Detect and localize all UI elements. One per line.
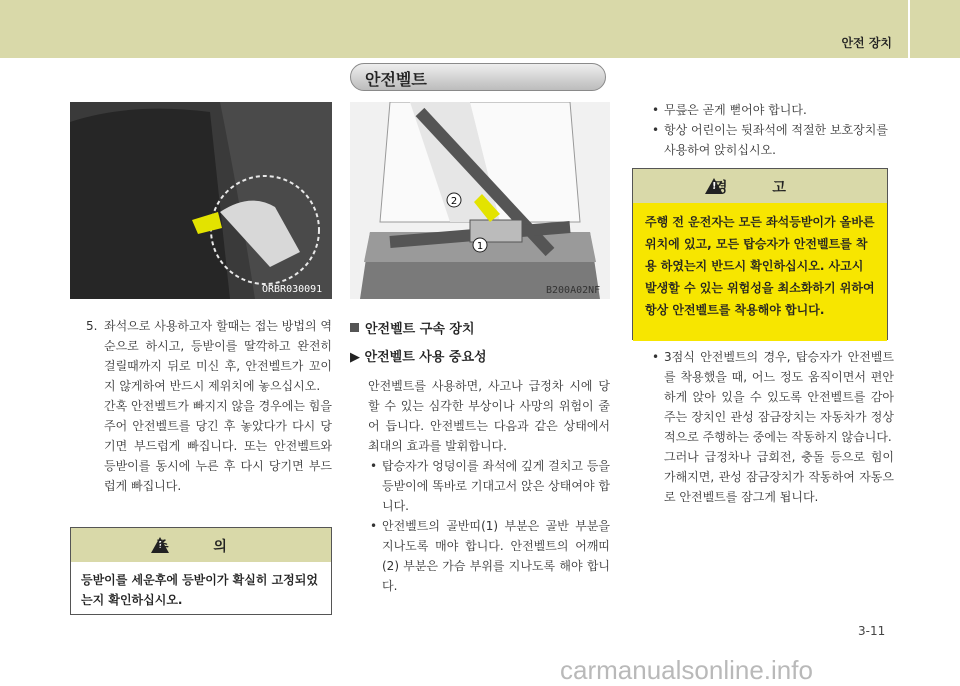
list-item: • 탑승자가 엉덩이를 좌석에 깊게 걸치고 등을 등받이에 똑바로 기대고서 앉은 상태여야 합니다. bbox=[368, 456, 610, 516]
caution-label: 주 의 bbox=[155, 539, 247, 555]
callout-2: 2 bbox=[450, 196, 458, 207]
step-number: 5. bbox=[86, 319, 98, 333]
seat-illustration bbox=[70, 102, 332, 299]
warning-box bbox=[632, 168, 888, 340]
square-bullet-icon bbox=[350, 323, 359, 332]
step-5-text-2: 간혹 안전벨트가 빠지지 않을 경우에는 힘을 주어 안전벨트를 당긴 후 놓았다가 다시 당기면 부드럽게 빠집니다. 또는 안전벨트와 등받이를 동시에 누른 후 다시 당기면 부드럽게 빠집니다. bbox=[104, 399, 332, 493]
intro-paragraph: 안전벨트를 사용하면, 사고나 급정차 시에 당할 수 있는 심각한 부상이나 사망의 위험이 줄어 듭니다. 안전벨트는 다음과 같은 상태에서 최대의 효과를 발휘합니다. bbox=[368, 379, 610, 453]
section-title-pill bbox=[350, 63, 606, 91]
seatbelt-photo bbox=[350, 102, 610, 299]
seatbelt-illustration bbox=[350, 102, 610, 299]
list-item: • 3점식 안전벨트의 경우, 탑승자가 안전벨트를 착용했을 때, 어느 정도 움직이면서 편안하게 앉아 있을 수 있도록 안전벨트를 감아 주는 장치인 관성 잠금장치는 자동차가 정상적으로 주행하는 중에는 작동하지 않습니다. bbox=[650, 347, 894, 447]
step-5-text: 좌석으로 사용하고자 할때는 접는 방법의 역순으로 하시고, 등받이를 딸깍하고 완전히 걸릴때까지 뒤로 미신 후, 안전벨트가 꼬이지 않게하여 반드시 제위치에 놓으십시오. bbox=[104, 319, 332, 393]
callout-1: 1 bbox=[476, 241, 484, 252]
list-item: • 항상 어린이는 뒷좌석에 적절한 보호장치를 사용하여 앉히십시오. bbox=[650, 120, 894, 160]
subsection-heading: ▶ 안전벨트 사용 중요성 bbox=[350, 350, 487, 365]
photo-caption: ORBR030091 bbox=[262, 284, 323, 295]
caution-text: 등받이를 세운후에 등받이가 확실히 고정되었는지 확인하십시오. bbox=[81, 573, 318, 607]
section-heading: 안전벨트 구속 장치 bbox=[350, 318, 475, 337]
warning-header bbox=[633, 169, 887, 203]
list-item: • 무릎은 곧게 뻗어야 합니다. bbox=[650, 100, 894, 120]
inertia-lock-text bbox=[650, 347, 894, 507]
importance-text bbox=[368, 376, 610, 596]
list-item: • 안전벨트의 골반띠(1) 부분은 골반 부분을 지나도록 매야 합니다. 안전벨트의 어깨띠(2) 부분은 가슴 부위를 지나도록 해야 합니다. bbox=[368, 516, 610, 596]
right-bullets bbox=[650, 100, 894, 160]
seat-headrest-photo bbox=[70, 102, 332, 299]
header-band bbox=[0, 0, 960, 58]
section-title: 안전벨트 bbox=[365, 70, 427, 89]
warning-label: 경 고 bbox=[714, 180, 806, 196]
chapter-tab bbox=[908, 0, 960, 58]
caution-header bbox=[71, 528, 331, 562]
photo-caption: B200A02NF bbox=[546, 285, 601, 296]
caution-box bbox=[70, 527, 332, 615]
page-number: 3-11 bbox=[858, 624, 886, 638]
watermark: carmanualsonline.info bbox=[560, 655, 813, 685]
step-5 bbox=[86, 316, 332, 496]
chapter-title: 안전 장치 bbox=[841, 36, 892, 50]
list-item-continued: 그러나 급정차나 급회전, 충돌 등으로 힘이 가해지면, 관성 잠금장치가 작동하여 자동으로 안전벨트를 잠그게 됩니다. bbox=[664, 450, 894, 504]
warning-text: 주행 전 운전자는 모든 좌석등받이가 올바른 위치에 있고, 모든 탑승자가 안전벨트를 착용 하였는지 반드시 확인하십시오. 사고시 발생할 수 있는 위험성을 최소화하기 위하여 항상 안전벨트를 착용해야 합니다. bbox=[633, 203, 887, 341]
triangle-bullet-icon: ▶ bbox=[350, 350, 365, 365]
